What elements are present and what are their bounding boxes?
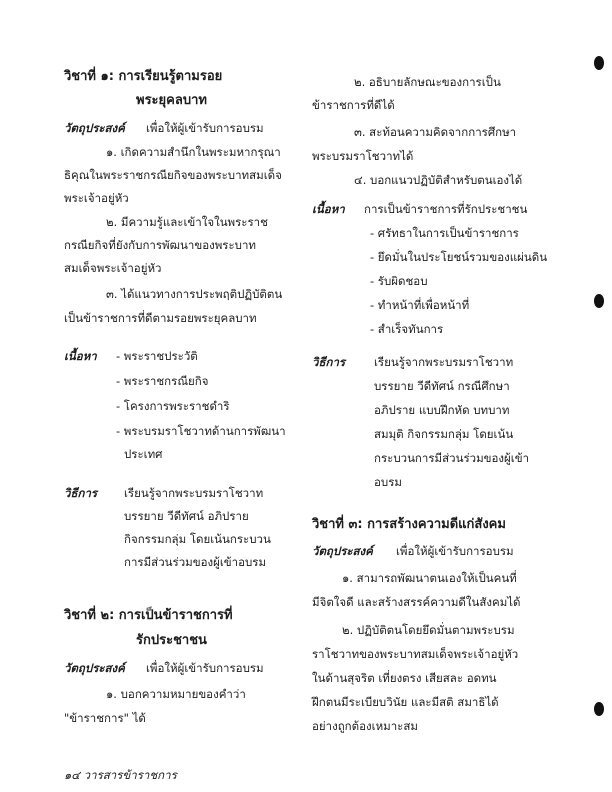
section-1-method-line: กิจกรรมกลุ่ม โดยเน้นกระบวน — [124, 532, 271, 546]
section-2-method-line: กระบวนการมีส่วนร่วมของผู้เข้า — [374, 451, 530, 465]
section-1-content-item: - พระบรมราโชวาทด้านการพัฒนา — [116, 424, 286, 438]
section-1-objective-2: ๒. มีความรู้และเข้าใจในพระราช — [106, 215, 268, 229]
section-1-content-item-cont: ประเทศ — [124, 447, 163, 461]
section-2-objective-text: เพื่อให้ผู้เข้ารับการอบรม — [146, 661, 264, 675]
binder-hole-mark — [594, 294, 604, 308]
section-2-objective-1-line-2: "ข้าราชการ" ได้ — [64, 711, 146, 725]
section-1-method-line: บรรยาย วีดีทัศน์ อภิปราย — [124, 509, 249, 523]
section-1-method-line: เรียนรู้จากพระบรมราโชวาท — [124, 486, 264, 500]
section-1-title-cont: พระยุคลบาท — [136, 93, 207, 108]
section-1-content-item: - พระราชประวัติ — [116, 349, 198, 363]
section-3-title: วิชาที่ ๓: การสร้างความดีแก่สังคม — [312, 517, 506, 532]
section-1-method-line: การมีส่วนร่วมของผู้เข้าอบรม — [124, 555, 267, 569]
section-1-objective-1-line-3: พระเจ้าอยู่หัว — [64, 191, 129, 205]
section-2-objective-label: วัตถุประสงค์ — [64, 661, 125, 675]
section-2-method-line: บรรยาย วีดีทัศน์ กรณีศึกษา — [374, 379, 510, 393]
section-1-objective-1: ๑. เกิดความสำนึกในพระมหากรุณา — [106, 145, 281, 159]
page-footer: ๑๔ วารสารข้าราชการ — [64, 768, 177, 782]
section-2-method-label: วิธีการ — [312, 355, 346, 369]
section-2-objective-3: ๓. สะท้อนความคิดจากการศึกษา — [354, 125, 517, 139]
section-1-method-label: วิธีการ — [64, 486, 98, 500]
section-3-objective-text: เพื่อให้ผู้เข้ารับการอบรม — [396, 544, 514, 558]
section-2-method-line: อบรม — [374, 475, 402, 489]
section-1-objective-2-line-3: สมเด็จพระเจ้าอยู่หัว — [64, 261, 162, 275]
section-2-objective-2-line-2: ข้าราชการที่ดีได้ — [312, 98, 395, 112]
section-1-content-item: - โครงการพระราชดำริ — [116, 399, 230, 413]
section-3-objective-2-line-4: ฝึกตนมีระเบียบวินัย และมีสติ สมาธิได้ — [312, 695, 499, 709]
section-1-objective-text: เพื่อให้ผู้เข้ารับการอบรม — [146, 121, 264, 135]
section-2-objective-3-line-2: พระบรมราโชวาทได้ — [312, 149, 414, 163]
section-2-content-item: - รับผิดชอบ — [370, 274, 428, 288]
section-3-objective-1: ๑. สามารถพัฒนาตนเองให้เป็นคนที่ — [342, 571, 517, 585]
section-2-method-line: อภิปราย แบบฝึกหัด บทบาท — [374, 403, 510, 417]
section-3-objective-2-line-5: อย่างถูกต้องเหมาะสม — [312, 719, 418, 733]
section-2-title: วิชาที่ ๒: การเป็นข้าราชการที่ — [64, 608, 233, 623]
section-2-method-line: สมมุติ กิจกรรมกลุ่ม โดยเน้น — [374, 427, 514, 441]
section-1-content-item: - พระราชกรณียกิจ — [116, 374, 209, 388]
section-3-objective-1-line-2: มีจิตใจดี และสร้างสรรค์ความดีในสังคมได้ — [312, 595, 521, 609]
section-1-objective-2-line-2: กรณียกิจที่ยังกับการพัฒนาของพระบาท — [64, 238, 256, 252]
section-2-objective-1: ๑. บอกความหมายของคำว่า — [106, 687, 246, 701]
binder-hole-mark — [594, 702, 604, 716]
section-3-objective-label: วัตถุประสงค์ — [312, 544, 373, 558]
section-2-content-item: - ศรัทธาในการเป็นข้าราชการ — [370, 226, 519, 240]
section-3-objective-2-line-2: ราโชวาทของพระบาทสมเด็จพระเจ้าอยู่หัว — [312, 647, 519, 661]
section-2-objective-2: ๒. อธิบายลักษณะของการเป็น — [354, 75, 501, 89]
section-3-objective-2: ๒. ปฏิบัติตนโดยยึดมั่นตามพระบรม — [342, 623, 515, 637]
section-2-objective-4: ๔. บอกแนวปฏิบัติสำหรับตนเองได้ — [354, 173, 523, 187]
section-2-content-item: - สำเร็จทันการ — [370, 322, 444, 336]
section-1-title: วิชาที่ ๑: การเรียนรู้ตามรอย — [64, 69, 223, 84]
section-2-title-cont: รักประชาชน — [136, 633, 207, 648]
section-2-content-label: เนื้อหา — [312, 202, 345, 216]
section-1-objective-3: ๓. ได้แนวทางการประพฤติปฏิบัติตน — [106, 287, 283, 301]
binder-hole-mark — [594, 56, 604, 70]
section-1-objective-3-line-2: เป็นข้าราชการที่ดีตามรอยพระยุคลบาท — [64, 311, 257, 325]
section-2-content-item: - ยึดมั่นในประโยชน์รวมของแผ่นดิน — [370, 250, 548, 264]
section-2-content-item: - ทำหน้าที่เพื่อหน้าที่ — [370, 298, 470, 312]
section-1-objective-1-line-2: ธิคุณในพระราชกรณียกิจของพระบาทสมเด็จ — [64, 168, 282, 182]
section-1-content-label: เนื้อหา — [64, 349, 97, 363]
section-1-objective-label: วัตถุประสงค์ — [64, 121, 125, 135]
section-2-method-line: เรียนรู้จากพระบรมราโชวาท — [374, 355, 514, 369]
section-3-objective-2-line-3: ในด้านสุจริต เที่ยงตรง เสียสละ อดทน — [312, 671, 497, 685]
section-2-content-text: การเป็นข้าราชการที่รักประชาชน — [364, 202, 528, 216]
